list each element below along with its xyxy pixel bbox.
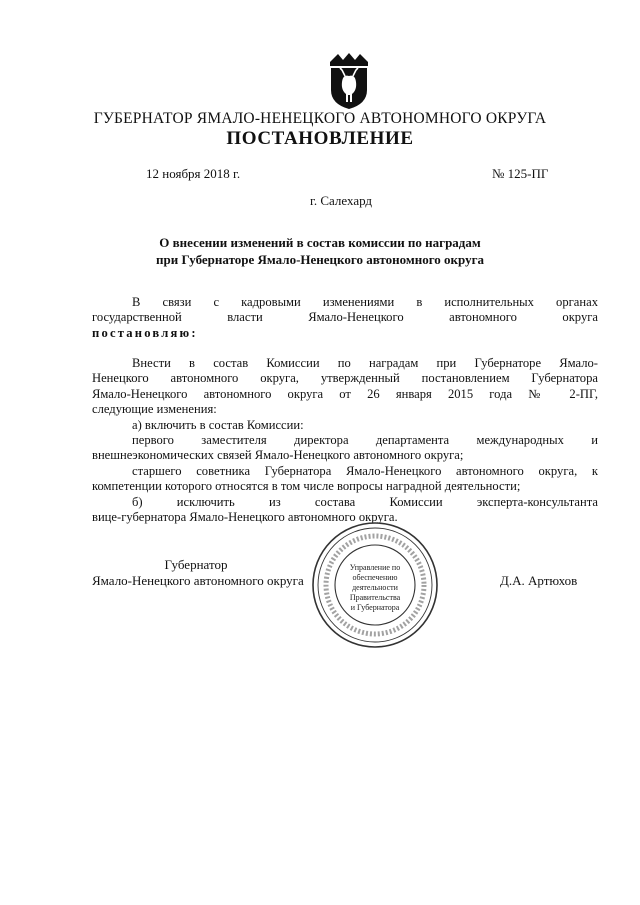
- document-city: г. Салехард: [310, 193, 373, 208]
- text-line: Внести в состав Комиссии по наградам при Губернаторе Ямало-: [132, 356, 598, 370]
- document-type: ПОСТАНОВЛЕНИЕ: [226, 128, 414, 149]
- subject-line: при Губернаторе Ямало-Ненецкого автономного округа: [156, 252, 484, 267]
- signer-position: Губернатор: [164, 557, 228, 572]
- subject-line: О внесении изменений в состав комиссии по наградам: [159, 235, 481, 250]
- text-line: вице-губернатора Ямало-Ненецкого автономного округа.: [92, 510, 398, 525]
- list-item: старшего советника Губернатора Ямало-Ненецкого автономного округа, к: [132, 463, 598, 478]
- text-line: следующие изменения:: [92, 402, 217, 417]
- stamp-line: Правительства: [349, 593, 401, 602]
- signer-region: Ямало-Ненецкого автономного округа: [92, 573, 304, 588]
- list-item: первого заместителя директора департамента международных и: [132, 433, 598, 448]
- text-line: В связи с кадровыми изменениями в исполнительных органах: [132, 295, 598, 309]
- stamp-line: и Губернатора: [350, 603, 400, 612]
- intro-paragraph: [92, 295, 598, 341]
- stamp-line: обеспечению: [352, 573, 398, 582]
- resolution-word: постановляю:: [92, 325, 198, 340]
- text-line: компетенции которого относятся в том числе вопросы наградной деятельности;: [92, 479, 521, 494]
- text-line: Ненецкого автономного округа, утвержденный постановлением Губернатора: [92, 371, 598, 386]
- document-date: 12 ноября 2018 г.: [146, 166, 241, 181]
- signer-name: Д.А. Артюхов: [500, 573, 578, 588]
- stamp-line: деятельности: [352, 583, 398, 592]
- main-paragraph: [92, 356, 598, 525]
- stamp-line: Управление по: [349, 563, 401, 572]
- document-number: № 125-ПГ: [492, 166, 549, 181]
- list-item: а) включить в состав Комиссии:: [132, 417, 304, 432]
- coat-of-arms-icon: [326, 52, 372, 110]
- text-line: Ямало-Ненецкого автономного округа от 26 января 2015 года № 2-ПГ,: [92, 386, 598, 401]
- text-line: государственной власти Ямало-Ненецкого автономного округа: [92, 310, 598, 325]
- list-item: б) исключить из состава Комиссии эксперта-консультанта: [132, 494, 598, 509]
- organization-title: ГУБЕРНАТОР ЯМАЛО-НЕНЕЦКОГО АВТОНОМНОГО ОКРУГА: [93, 110, 547, 127]
- text-line: внешнеэкономических связей Ямало-Ненецкого автономного округа;: [92, 448, 464, 463]
- document-subject: [0, 234, 640, 268]
